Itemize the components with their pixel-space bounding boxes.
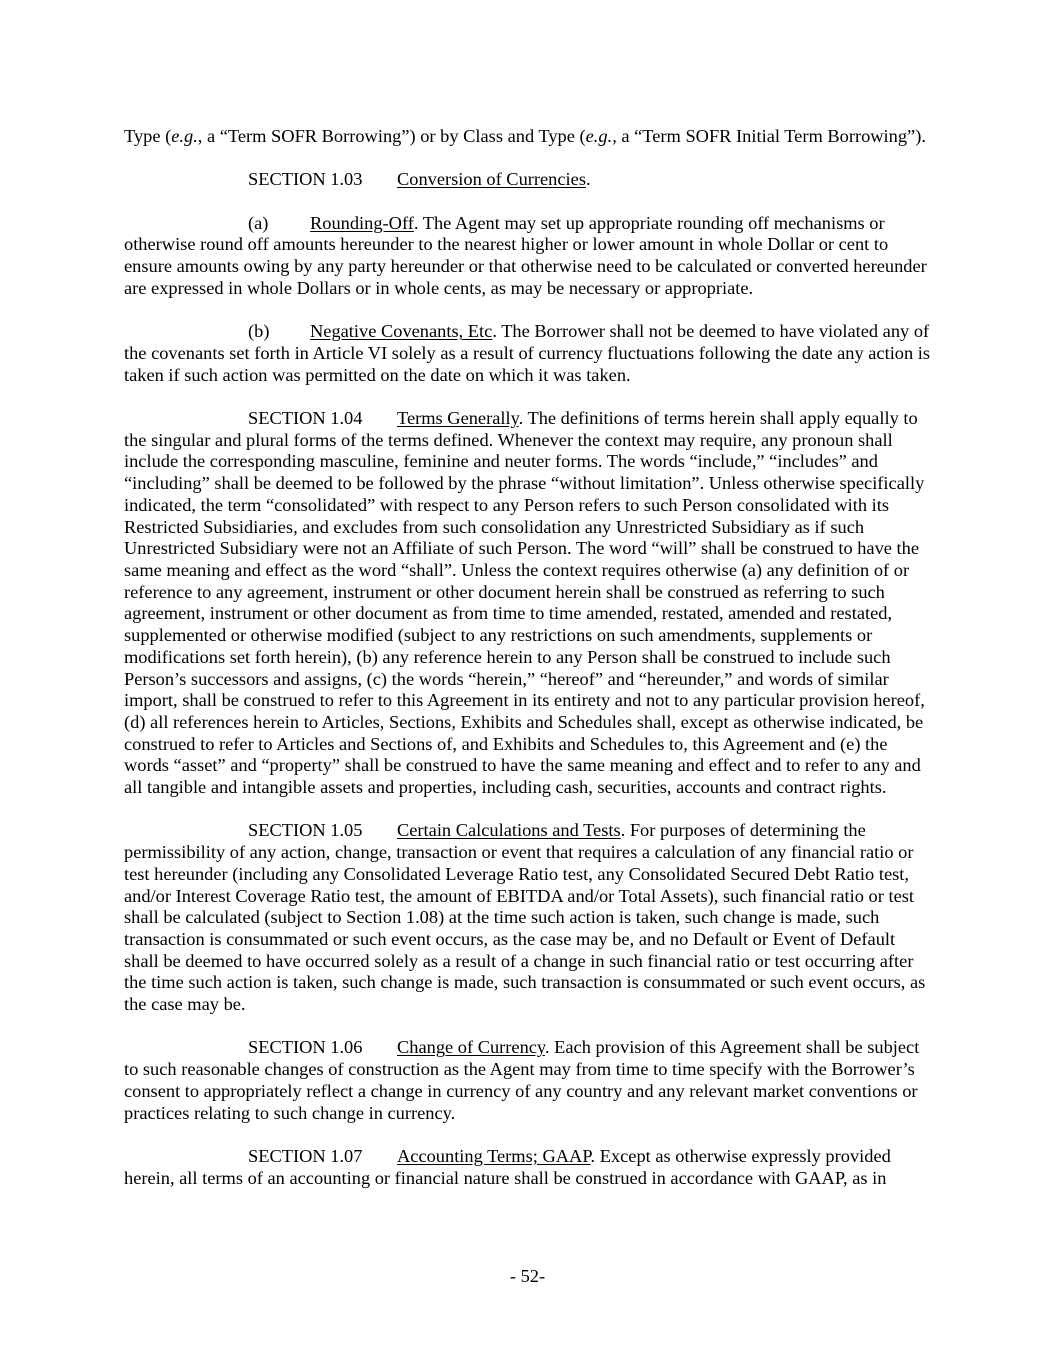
section-1-06 (124, 1037, 932, 1124)
subsection-text: . The Agent may set up appropriate rounding off mechanisms or otherwise round off amounts hereunder to the nearest higher or lower amount in whole Dollar or cent to ensure amounts owing by any party hereunder or that otherwise need to be calculated or converted hereunder are expressed in whole Dollars or in whole cents, as may be necessary or appropriate. (124, 212, 927, 298)
continuation-text-2: , a “Term SOFR Borrowing”) or by Class and Type ( (197, 126, 586, 146)
section-number: SECTION 1.05 (248, 820, 363, 841)
section-1-04 (124, 408, 932, 799)
continuation-italic-2: e.g. (585, 126, 613, 146)
subsection-title: Rounding-Off (310, 212, 414, 233)
section-title: Certain Calculations and Tests (397, 820, 621, 841)
subsection-text: . The Borrower shall not be deemed to have violated any of the covenants set forth in Article VI solely as a result of currency fluctuations following the date any action is taken if such action was permitted on the date on which it was taken. (124, 321, 931, 385)
section-number: SECTION 1.03 (248, 169, 363, 190)
section-text: . The definitions of terms herein shall apply equally to the singular and plural forms of the terms defined. Whenever the context may require, any pronoun shall include the corresponding masculine, feminine and neuter forms. The words “include,” “includes” and “including” shall be deemed to be followed by the phrase “without limitation”. Unless otherwise specifically indicated, the term “consolidated” with respect to any Person refers to such Person consolidated with its Restricted Subsidiaries, and excludes from such consolidation any Unrestricted Subsidiary as if such Unrestricted Subsidiary were not an Affiliate of such Person. The word “will” shall be construed to have the same meaning and effect as the word “shall”. Unless the context requires otherwise (a) any definition of or reference to any agreement, instrument or other document herein shall be construed as referring to such agreement, instrument or other document as from time to time amended, restated, amended and restated, supplemented or otherwise modified (subject to any restrictions on such amendments, supplements or modifications set forth herein), (b) any reference herein to any Person shall be construed to include such Person’s successors and assigns, (c) the words “herein,” “hereof” and “hereunder,” and words of similar import, shall be construed to refer to this Agreement in its entirety and not to any particular provision hereof, (d) all references herein to Articles, Sections, Exhibits and Schedules shall, except as otherwise indicated, be construed to refer to Articles and Sections of, and Exhibits and Schedules to, this Agreement and (e) the words “asset” and “property” shall be construed to have the same meaning and effect and to refer to any and all tangible and intangible assets and properties, including cash, securities, accounts and contract rights. (124, 408, 925, 798)
section-number: SECTION 1.06 (248, 1037, 363, 1058)
continuation-italic-1: e.g. (171, 126, 198, 146)
section-number: SECTION 1.07 (248, 1145, 363, 1166)
paragraph-continuation (124, 126, 932, 148)
section-title-period: . (585, 169, 591, 190)
section-text: . For purposes of determining the permissibility of any action, change, transaction or event that requires a calculation of any financial ratio or test hereunder (including any Consolidated Leverage Ratio test, any Consolidated Secured Debt Ratio test, and/or Interest Coverage Ratio test, the amount of EBITDA and/or Total Assets), such financial ratio or test shall be calculated (subject to Section 1.08) at the time such action is taken, such change is made, such transaction is consummated or such event occurs, as the case may be, and no Default or Event of Default shall be deemed to have occurred solely as a result of a change in such financial ratio or test occurring after the time such action is taken, such change is made, such transaction is consummated or such event occurs, as the case may be. (124, 820, 926, 1015)
section-text: . Except as otherwise expressly provided herein, all terms of an accounting or financial nature shall be construed in accordance with GAAP, as in (124, 1145, 891, 1188)
continuation-text-1: Type ( (124, 126, 172, 146)
subsection-label: (a) (248, 212, 269, 233)
section-1-07 (124, 1146, 932, 1189)
section-title: Conversion of Currencies (397, 169, 586, 190)
section-1-05 (124, 820, 932, 1015)
section-text: . Each provision of this Agreement shall be subject to such reasonable changes of construction as the Agent may from time to time specify with the Borrower’s consent to appropriately reflect a change in currency of any country and any relevant market conventions or practices relating to such change in currency. (124, 1037, 920, 1123)
section-1-03-heading (124, 169, 932, 191)
continuation-text-3: , a “Term SOFR Initial Term Borrowing”). (612, 126, 926, 146)
page-number: - 52- (509, 1266, 546, 1286)
document-page-body (124, 126, 932, 1211)
subsection-label: (b) (248, 321, 270, 342)
subsection-title: Negative Covenants, Etc (310, 321, 493, 342)
section-title: Change of Currency (397, 1037, 545, 1058)
section-1-03-a (124, 213, 932, 300)
section-number: SECTION 1.04 (248, 408, 363, 429)
section-1-03-b (124, 321, 932, 386)
section-title: Accounting Terms; GAAP (397, 1145, 591, 1166)
section-title: Terms Generally (397, 408, 519, 429)
